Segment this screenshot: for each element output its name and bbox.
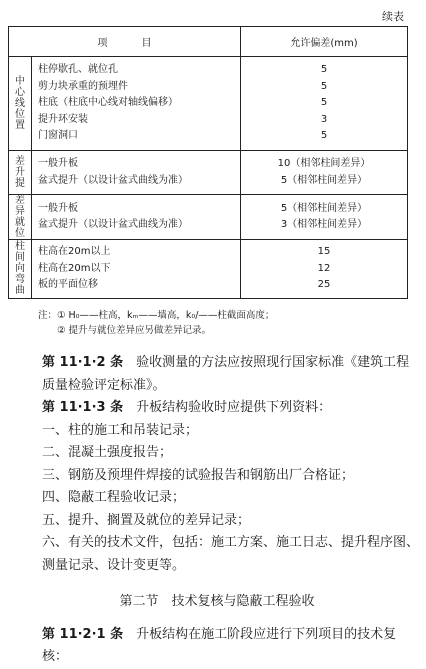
continued-label: 续表 bbox=[382, 10, 404, 23]
value-cell bbox=[241, 195, 408, 240]
note-line: ② 提升与就位差异应另做差异记录。 bbox=[57, 325, 212, 336]
item-label: 柱高在20m以上 bbox=[38, 246, 111, 257]
list-item: 二、混凝土强度报告； bbox=[42, 445, 173, 460]
item-label: 门窗洞口 bbox=[38, 130, 78, 142]
tolerance-value: 12 bbox=[317, 262, 331, 274]
article-number: 第 11·1·3 条 bbox=[42, 400, 124, 415]
item-label: 板的平面位移 bbox=[38, 279, 98, 290]
article-number: 第 11·2·1 条 bbox=[42, 626, 124, 642]
category-label: 柱间向弯曲 bbox=[15, 241, 25, 297]
item-cell bbox=[32, 57, 241, 151]
article-paragraph bbox=[12, 624, 422, 669]
item-label: 盆式提升（以设计盆式曲线为准） bbox=[38, 174, 188, 186]
article-paragraph bbox=[12, 352, 422, 397]
tolerance-value: 3（相邻柱间差异） bbox=[280, 219, 368, 230]
list-item: 四、隐蔽工程验收记录； bbox=[42, 490, 186, 505]
category-label: 差异就位 bbox=[15, 195, 25, 239]
list-item: 六、有关的技术文件，包括：施工方案、施工日志、提升程序图、测量记录、设计变更等。 bbox=[42, 535, 420, 573]
tolerance-value: 5 bbox=[320, 80, 328, 92]
tolerance-value: 3 bbox=[320, 113, 328, 125]
col-header-tolerance: 允许偏差(mm) bbox=[241, 27, 408, 57]
tolerance-value: 5 bbox=[320, 97, 328, 109]
list-item: 五、提升、搁置及就位的差异记录； bbox=[42, 512, 251, 528]
list-item: 一、柱的施工和吊装记录； bbox=[42, 422, 199, 438]
value-cell bbox=[241, 57, 408, 151]
list-item: 三、钢筋及预埋件焊接的试验报告和钢筋出厂合格证； bbox=[42, 467, 355, 483]
item-cell bbox=[32, 151, 241, 195]
article-paragraph bbox=[12, 397, 422, 420]
table-row bbox=[9, 240, 408, 299]
article-number: 第 11·1·2 条 bbox=[42, 355, 124, 370]
value-cell bbox=[241, 151, 408, 195]
tolerance-value: 25 bbox=[317, 279, 331, 290]
category-label: 中心线位置 bbox=[15, 76, 25, 131]
tolerance-value: 5 bbox=[320, 64, 328, 76]
tolerance-value: 10（相邻柱间差异） bbox=[277, 158, 371, 169]
note-line: 注：① H₀——柱高，kₘ——墙高，k₀/——柱截面高度； bbox=[38, 310, 275, 321]
table-notes bbox=[38, 308, 274, 338]
item-label: 柱高在20m以下 bbox=[38, 262, 111, 274]
tolerance-value: 5 bbox=[320, 130, 328, 142]
article-text: 升板结构验收时应提供下列资料： bbox=[136, 400, 332, 415]
table-header-row bbox=[9, 27, 408, 57]
table-row bbox=[9, 151, 408, 195]
item-label: 一般升板 bbox=[38, 158, 78, 169]
tolerance-value: 5（相邻柱间差异） bbox=[280, 174, 368, 186]
table-row bbox=[9, 195, 408, 240]
item-label: 一般升板 bbox=[38, 202, 78, 214]
item-cell bbox=[32, 240, 241, 299]
item-label: 剪力块承重的预埋件 bbox=[38, 80, 128, 92]
value-cell bbox=[241, 240, 408, 299]
tolerance-value: 5（相邻柱间差异） bbox=[280, 202, 368, 214]
item-label: 盆式提升（以设计盆式曲线为准） bbox=[38, 219, 188, 230]
article-text: 验收测量的方法应按照现行国家标准《建筑工程质量检验评定标准》。 bbox=[42, 355, 410, 393]
table-row bbox=[9, 57, 408, 151]
item-label: 提升环安装 bbox=[38, 113, 88, 125]
item-label: 柱底（柱底中心线对轴线偏移） bbox=[38, 97, 178, 109]
article-text: 升板结构在施工阶段应进行下列项目的技术复核： bbox=[42, 626, 397, 664]
section-title: 第二节 技术复核与隐蔽工程验收 bbox=[119, 594, 315, 609]
item-label: 柱停歇孔、就位孔 bbox=[38, 64, 118, 76]
col-header-item: 项目 bbox=[9, 27, 241, 57]
category-label: 差升提 bbox=[15, 156, 25, 189]
tolerance-table bbox=[8, 26, 408, 299]
body-text bbox=[12, 352, 422, 669]
tolerance-value: 15 bbox=[317, 246, 331, 257]
item-cell bbox=[32, 195, 241, 240]
